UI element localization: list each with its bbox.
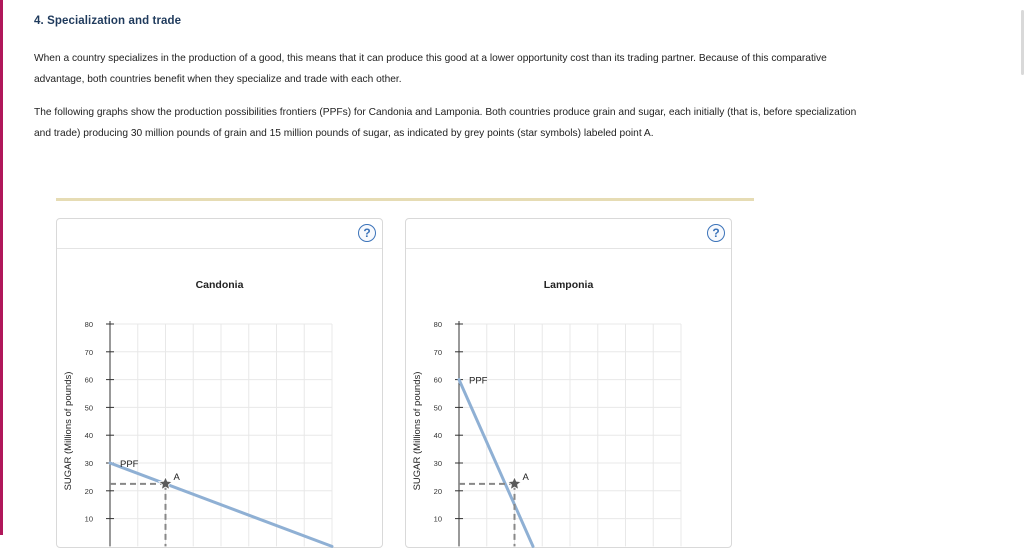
y-tick-label: 70 xyxy=(433,347,442,357)
plot-area xyxy=(434,320,681,546)
ppf-label: PPF xyxy=(469,375,488,387)
y-tick-label: 80 xyxy=(433,320,442,329)
left-accent-bar xyxy=(0,0,3,535)
y-tick-label: 60 xyxy=(84,375,93,385)
ppf-label: PPF xyxy=(120,459,139,470)
y-tick-label: 50 xyxy=(433,403,442,413)
y-tick-label: 30 xyxy=(84,459,93,468)
lamponia-ppf-graph[interactable] xyxy=(406,219,733,549)
graphs-description-paragraph: The following graphs show the production possibilities frontiers (PPFs) for Candonia and Lamponia. Both countries produce grain and sugar, each initially (that is, before specialization and trade) producing 30 million pounds of grain and 15 million pounds of sugar, as indicated by grey points (star symbols) labeled point A. xyxy=(34,107,857,139)
y-tick-label: 40 xyxy=(433,431,442,441)
y-tick-label: 10 xyxy=(84,514,93,524)
section-divider xyxy=(56,198,754,201)
help-button[interactable]: ? xyxy=(358,224,376,242)
y-tick-label: 30 xyxy=(433,459,442,468)
y-tick-label: 20 xyxy=(433,486,442,496)
y-tick-label: 40 xyxy=(84,431,93,441)
section-title: 4. Specialization and trade xyxy=(34,15,182,27)
y-axis-label: SUGAR (Millions of pounds) xyxy=(412,371,423,491)
intro-paragraph: When a country specializes in the production of a good, this means that it can produce this good at a lower opportunity cost than its trading partner. Because of this comparative advantage, both countries benefit when they specialize and trade with each other. xyxy=(34,53,827,85)
y-tick-label: 70 xyxy=(84,347,93,357)
chart-title[interactable]: Candonia xyxy=(195,279,244,291)
chart-title[interactable]: Lamponia xyxy=(543,279,594,291)
y-tick-label: 10 xyxy=(433,514,442,524)
y-axis-label: SUGAR (Millions of pounds) xyxy=(63,371,74,491)
plot-area xyxy=(85,320,332,546)
point-a-label: A xyxy=(522,471,529,483)
y-tick-label: 50 xyxy=(84,403,93,413)
point-a-label: A xyxy=(173,471,180,483)
y-tick-label: 80 xyxy=(84,320,93,329)
candonia-graph-panel xyxy=(56,218,383,548)
candonia-ppf-graph[interactable] xyxy=(57,219,384,549)
help-button[interactable]: ? xyxy=(707,224,725,242)
y-tick-label: 20 xyxy=(84,486,93,496)
lamponia-graph-panel xyxy=(405,218,732,548)
y-tick-label: 60 xyxy=(433,375,442,385)
